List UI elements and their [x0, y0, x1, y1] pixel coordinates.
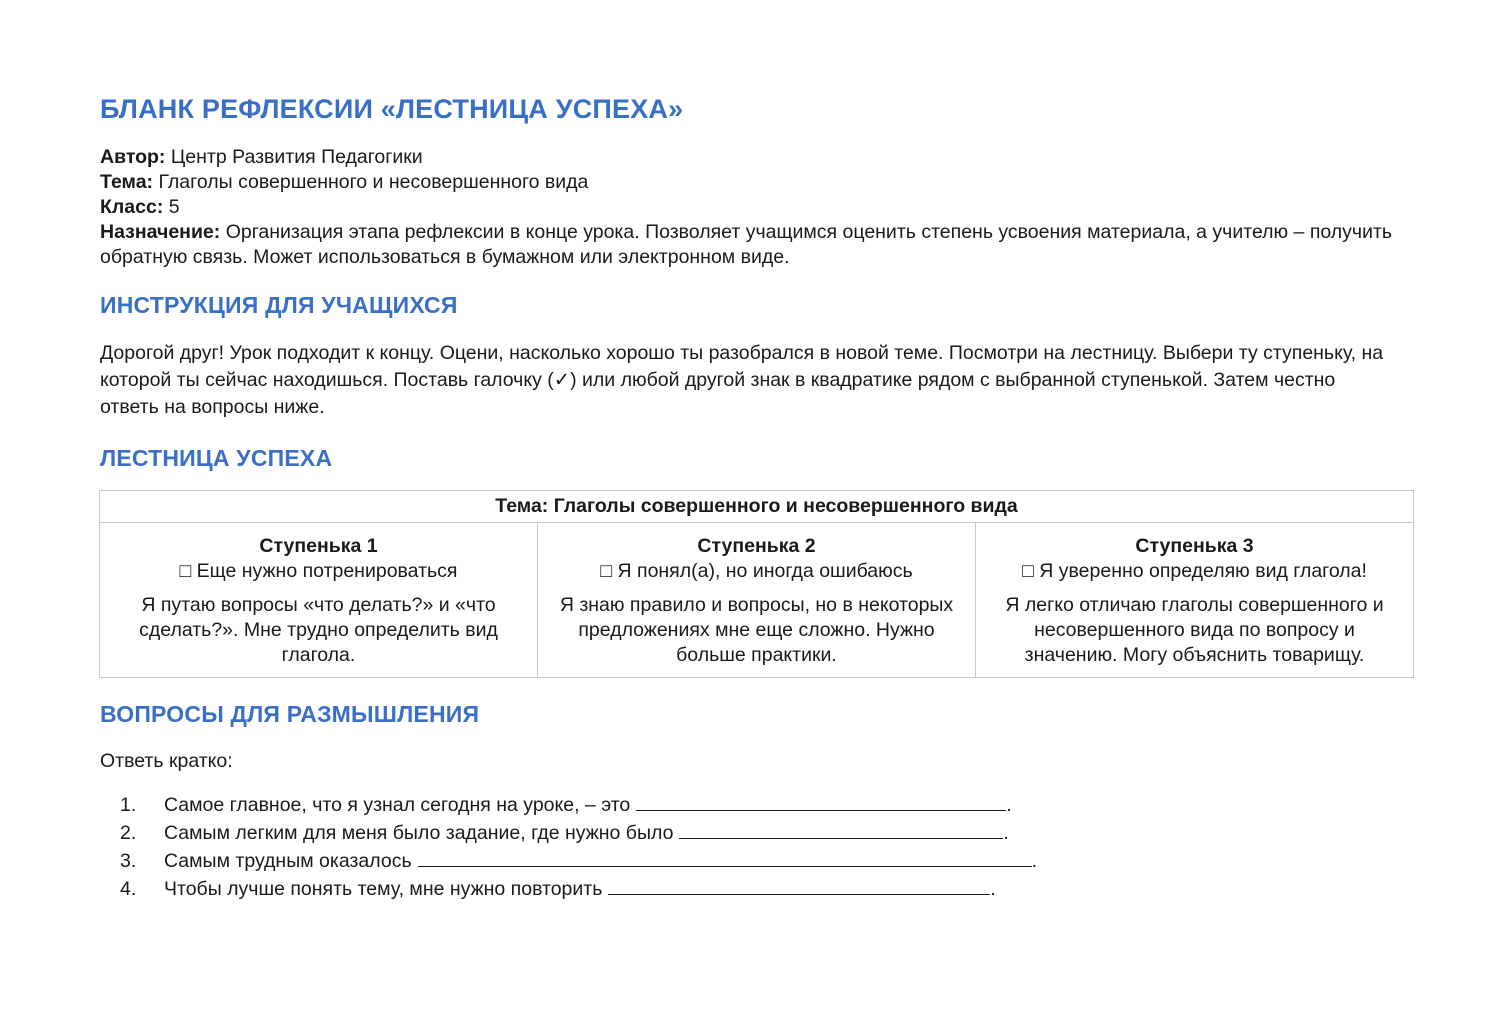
question-item — [100, 791, 1413, 819]
question-number: 2. — [120, 822, 137, 844]
answer-blank-line[interactable] — [636, 792, 1006, 811]
step-checkbox[interactable]: □ Я понял(а), но иногда ошибаюсь — [600, 560, 913, 582]
ladder-table — [99, 490, 1414, 678]
question-text: Самое главное, что я узнал сегодня на уроке, – это — [164, 794, 631, 816]
question-text: Чтобы лучше понять тему, мне нужно повторить — [164, 878, 603, 900]
step-title: Ступенька 3 — [1135, 535, 1254, 557]
question-number: 3. — [120, 850, 137, 872]
meta-author — [100, 145, 1413, 170]
meta-topic — [100, 170, 1413, 195]
step-cell-2 — [538, 523, 976, 678]
meta-topic-label: Тема: — [100, 171, 154, 193]
answer-blank-line[interactable] — [679, 820, 1003, 839]
question-line-end: . — [1003, 822, 1009, 844]
meta-purpose-label: Назначение: — [100, 221, 221, 243]
question-line-end: . — [1006, 794, 1012, 816]
step-title: Ступенька 1 — [259, 535, 378, 557]
step-checkbox[interactable]: □ Еще нужно потренироваться — [179, 560, 458, 582]
document-title: БЛАНК РЕФЛЕКСИИ «ЛЕСТНИЦА УСПЕХА» — [100, 94, 684, 124]
step-description: Я легко отличаю глаголы совершенного и несовершенного вида по вопросу и значению. Могу объяснить товарищу. — [1005, 594, 1384, 666]
step-description: Я путаю вопросы «что делать?» и «что сделать?». Мне трудно определить вид глагола. — [139, 594, 498, 666]
step-cell-1 — [100, 523, 538, 678]
meta-author-label: Автор: — [100, 146, 166, 168]
question-number: 4. — [120, 878, 137, 900]
meta-block — [100, 145, 1413, 270]
question-text: Самым легким для меня было задание, где нужно было — [164, 822, 674, 844]
answer-blank-line[interactable] — [418, 848, 1032, 867]
meta-author-value: Центр Развития Педагогики — [170, 146, 423, 168]
meta-class — [100, 195, 1413, 220]
instructions-text: Дорогой друг! Урок подходит к концу. Оцени, насколько хорошо ты разобрался в новой теме. Посмотри на лестницу. Выбери ту ступеньку, на которой ты сейчас находишься. Поставь галочку (✓) или любой другой знак в квадратике рядом с выбранной ступенькой. Затем честно ответь на вопросы ниже. — [100, 342, 1384, 418]
ladder-heading: ЛЕСТНИЦА УСПЕХА — [100, 445, 333, 471]
question-line-end: . — [1031, 850, 1038, 872]
meta-purpose — [100, 220, 1413, 270]
step-cell-3 — [976, 523, 1414, 678]
question-item — [100, 875, 1413, 903]
question-line-end: . — [990, 878, 996, 900]
step-checkbox[interactable]: □ Я уверенно определяю вид глагола! — [1022, 560, 1367, 582]
meta-class-label: Класс: — [100, 196, 164, 218]
step-title: Ступенька 2 — [697, 535, 816, 557]
question-number: 1. — [120, 794, 137, 816]
step-description: Я знаю правило и вопросы, но в некоторых предложениях мне еще сложно. Нужно больше практики. — [559, 594, 954, 666]
instructions-heading: ИНСТРУКЦИЯ ДЛЯ УЧАЩИХСЯ — [100, 292, 458, 318]
questions-list — [100, 791, 1413, 903]
meta-purpose-value: Организация этапа рефлексии в конце урока. Позволяет учащимся оценить степень усвоения материала, а учителю – получить обратную связь. Может использоваться в бумажном или электронном виде. — [100, 221, 1393, 268]
questions-lead: Ответь кратко: — [100, 750, 233, 772]
question-item — [100, 819, 1413, 847]
question-item — [100, 847, 1413, 875]
question-text: Самым трудным оказалось — [164, 850, 412, 872]
meta-class-value: 5 — [168, 196, 180, 218]
answer-blank-line[interactable] — [608, 876, 990, 895]
ladder-table-header: Тема: Глаголы совершенного и несовершенного вида — [100, 491, 1414, 523]
meta-topic-value: Глаголы совершенного и несовершенного вида — [158, 171, 589, 193]
questions-heading: ВОПРОСЫ ДЛЯ РАЗМЫШЛЕНИЯ — [100, 701, 480, 727]
